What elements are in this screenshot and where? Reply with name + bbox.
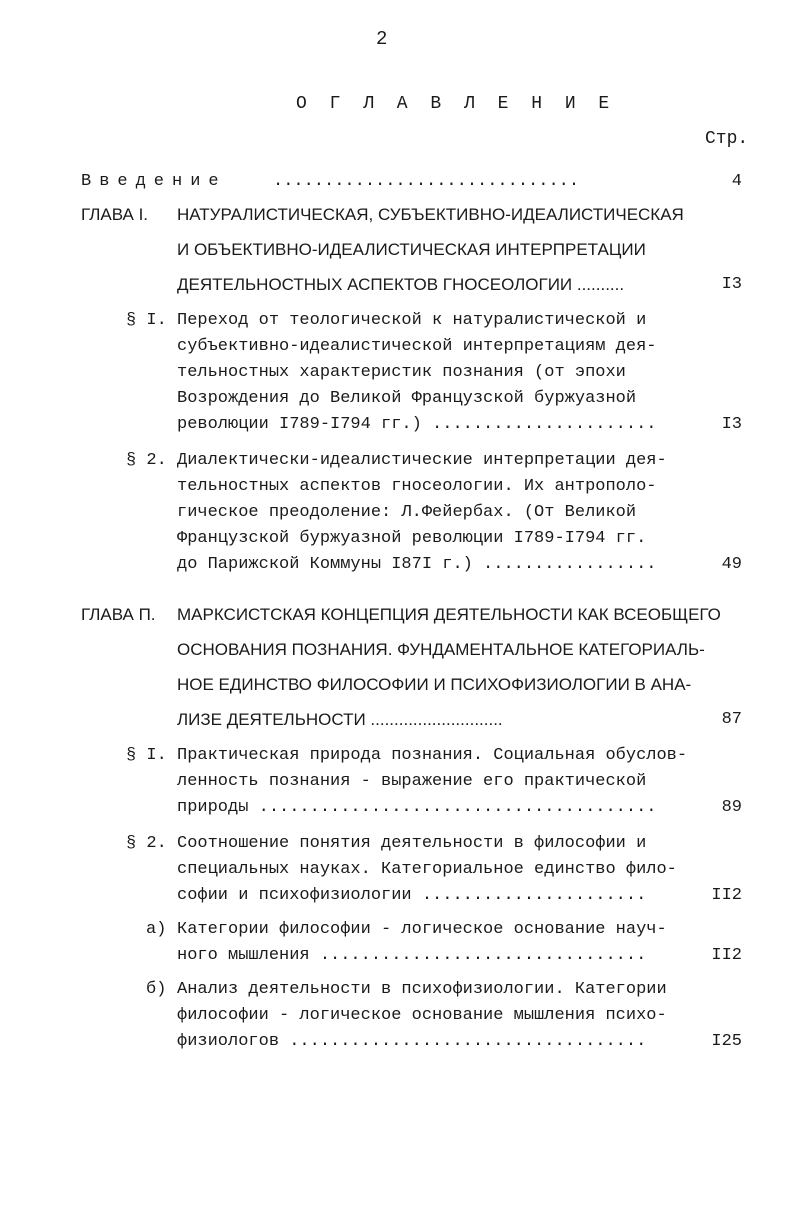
chapter-1-title-line[interactable]: И ОБЪЕКТИВНО-ИДЕАЛИСТИЧЕСКАЯ ИНТЕРПРЕТАЦИИ [177,240,646,259]
section-1-1-line[interactable]: Переход от теологической к натуралистической и [177,311,647,330]
section-2-1-page[interactable]: 89 [721,798,742,817]
page-column-header: Стр. [705,129,749,149]
section-1-2-page[interactable]: 49 [721,555,742,574]
section-1-1-line[interactable]: Возрождения до Великой Французской буржуазной [177,389,637,408]
toc-intro-page[interactable]: 4 [731,172,742,191]
section-1-2-line[interactable]: Диалектически-идеалистические интерпретации дея- [177,451,667,470]
chapter-2-prefix: ГЛАВА П. [81,605,156,624]
section-1-1-line[interactable]: субъективно-идеалистической интерпретациям дея- [177,337,657,356]
section-2-2-line[interactable]: Соотношение понятия деятельности в философии и [177,834,647,853]
section-1-2-line[interactable]: тельностных аспектов гносеологии. Их антрополо- [177,477,657,496]
chapter-1-title-line[interactable]: НАТУРАЛИСТИЧЕСКАЯ, СУБЪЕКТИВНО-ИДЕАЛИСТИЧЕСКАЯ [177,205,684,224]
subsection-mark: б) [146,980,167,999]
section-mark: § 2. [126,834,167,853]
subsection-a-line[interactable]: Категории философии - логическое основание науч- [177,920,667,939]
subsection-mark: а) [146,920,167,939]
section-2-2-line[interactable]: специальных науках. Категориальное единство фило- [177,860,677,879]
section-mark: § 2. [126,451,167,470]
section-1-1-line[interactable]: революции I789-I794 гг.) ...................... [177,415,657,434]
chapter-1-title-line[interactable]: ДЕЯТЕЛЬНОСТНЫХ АСПЕКТОВ ГНОСЕОЛОГИИ .......... [177,275,625,294]
chapter-2-title-line[interactable]: НОЕ ЕДИНСТВО ФИЛОСОФИИ И ПСИХОФИЗИОЛОГИИ В АНА- [177,675,692,694]
section-2-1-line[interactable]: ленность познания - выражение его практической [177,772,647,791]
subsection-b-line[interactable]: физиологов ................................... [177,1032,647,1051]
subsection-b-line[interactable]: Анализ деятельности в психофизиологии. Категории [177,980,667,999]
subsection-a-line[interactable]: ного мышления ................................ [177,946,647,965]
section-mark: § I. [126,311,167,330]
subsection-a-page[interactable]: II2 [711,946,742,965]
toc-title: О Г Л А В Л Е Н И Е [296,94,616,114]
section-2-2-page[interactable]: II2 [711,886,742,905]
subsection-b-page[interactable]: I25 [711,1032,742,1051]
page-number: 2 [376,28,388,50]
chapter-1-page[interactable]: I3 [721,275,742,294]
section-2-2-line[interactable]: софии и психофизиологии ...................... [177,886,647,905]
section-1-1-page[interactable]: I3 [721,415,742,434]
section-2-1-line[interactable]: Практическая природа познания. Социальная обуслов- [177,746,688,765]
chapter-1-prefix: ГЛАВА I. [81,205,149,224]
chapter-2-title-line[interactable]: ОСНОВАНИЯ ПОЗНАНИЯ. ФУНДАМЕНТАЛЬНОЕ КАТЕГОРИАЛЬ- [177,640,705,659]
section-1-2-line[interactable]: до Парижской Коммуны I87I г.) ................. [177,555,657,574]
section-mark: § I. [126,746,167,765]
toc-intro-dots: .............................. [273,172,580,191]
subsection-b-line[interactable]: философии - логическое основание мышления психо- [177,1006,667,1025]
section-1-2-line[interactable]: гическое преодоление: Л.Фейербах. (От Великой [177,503,637,522]
chapter-2-title-line[interactable]: МАРКСИСТСКАЯ КОНЦЕПЦИЯ ДЕЯТЕЛЬНОСТИ КАК ВСЕОБЩЕГО [177,605,721,624]
chapter-2-page[interactable]: 87 [721,710,742,729]
chapter-2-title-line[interactable]: ЛИЗЕ ДЕЯТЕЛЬНОСТИ ............................ [177,710,503,729]
toc-intro-label[interactable]: Введение [81,172,227,191]
section-1-2-line[interactable]: Французской буржуазной революции I789-I794 гг. [177,529,647,548]
section-2-1-line[interactable]: природы ....................................... [177,798,657,817]
section-1-1-line[interactable]: тельностных характеристик познания (от эпохи [177,363,626,382]
